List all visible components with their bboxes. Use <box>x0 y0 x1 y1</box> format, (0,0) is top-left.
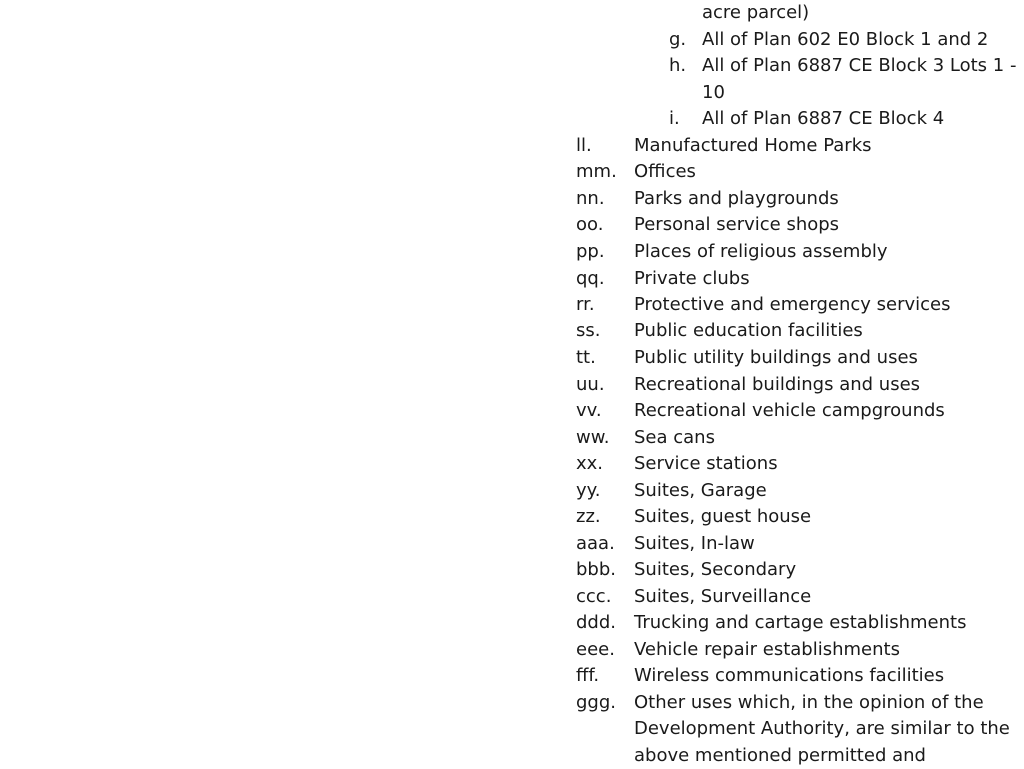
list-item-text: Vehicle repair establishments <box>634 639 900 660</box>
sub-list-marker: h. <box>669 55 687 76</box>
list-marker: ss. <box>576 320 601 341</box>
list-marker: ddd. <box>576 612 616 633</box>
sub-list-marker: i. <box>669 108 680 129</box>
list-marker: pp. <box>576 241 605 262</box>
list-marker: tt. <box>576 347 596 368</box>
list-marker: bbb. <box>576 559 616 580</box>
list-item-text: Wireless communications facilities <box>634 665 945 686</box>
list-marker: mm. <box>576 161 617 182</box>
list-item-text: Places of religious assembly <box>634 241 888 262</box>
list-marker: rr. <box>576 294 595 315</box>
list-item-text: Development Authority, are similar to the <box>634 718 1010 739</box>
list-marker: fff. <box>576 665 600 686</box>
list-marker: vv. <box>576 400 602 421</box>
list-marker: uu. <box>576 374 605 395</box>
list-item-text: Public utility buildings and uses <box>634 347 918 368</box>
list-item-text: above mentioned permitted and <box>634 745 926 766</box>
list-item-text: Offices <box>634 161 696 182</box>
list-marker: ccc. <box>576 586 612 607</box>
list-marker: eee. <box>576 639 615 660</box>
sub-list-item-text: acre parcel) <box>702 2 810 23</box>
list-item-text: Public education facilities <box>634 320 863 341</box>
list-item-text: Recreational vehicle campgrounds <box>634 400 945 421</box>
list-item-text: Parks and playgrounds <box>634 188 839 209</box>
sub-list-item-text: All of Plan 6887 CE Block 3 Lots 1 - <box>702 55 1017 76</box>
list-marker: qq. <box>576 268 605 289</box>
sub-list-item-text: All of Plan 602 E0 Block 1 and 2 <box>702 29 989 50</box>
sub-list-marker: g. <box>669 29 687 50</box>
list-item-text: Suites, In-law <box>634 533 755 554</box>
list-item-text: Suites, guest house <box>634 506 812 527</box>
list-item-text: Service stations <box>634 453 778 474</box>
list-item-text: Trucking and cartage establishments <box>634 612 967 633</box>
list-item-text: Personal service shops <box>634 214 840 235</box>
list-marker: oo. <box>576 214 604 235</box>
list-item-text: Manufactured Home Parks <box>634 135 872 156</box>
list-item-text: Recreational buildings and uses <box>634 374 921 395</box>
list-marker: yy. <box>576 480 601 501</box>
list-marker: zz. <box>576 506 601 527</box>
list-marker: ggg. <box>576 692 616 713</box>
list-marker: ww. <box>576 427 610 448</box>
list-marker: aaa. <box>576 533 615 554</box>
list-item-text: Other uses which, in the opinion of the <box>634 692 984 713</box>
list-item-text: Sea cans <box>634 427 715 448</box>
sub-list-item-text: All of Plan 6887 CE Block 4 <box>702 108 945 129</box>
list-marker: nn. <box>576 188 605 209</box>
list-item-text: Suites, Surveillance <box>634 586 812 607</box>
sub-list-item-text: 10 <box>702 82 725 103</box>
list-marker: xx. <box>576 453 604 474</box>
list-item-text: Suites, Garage <box>634 480 767 501</box>
list-marker: ll. <box>576 135 592 156</box>
list-item-text: Suites, Secondary <box>634 559 797 580</box>
list-item-text: Private clubs <box>634 268 750 289</box>
list-item-text: Protective and emergency services <box>634 294 951 315</box>
